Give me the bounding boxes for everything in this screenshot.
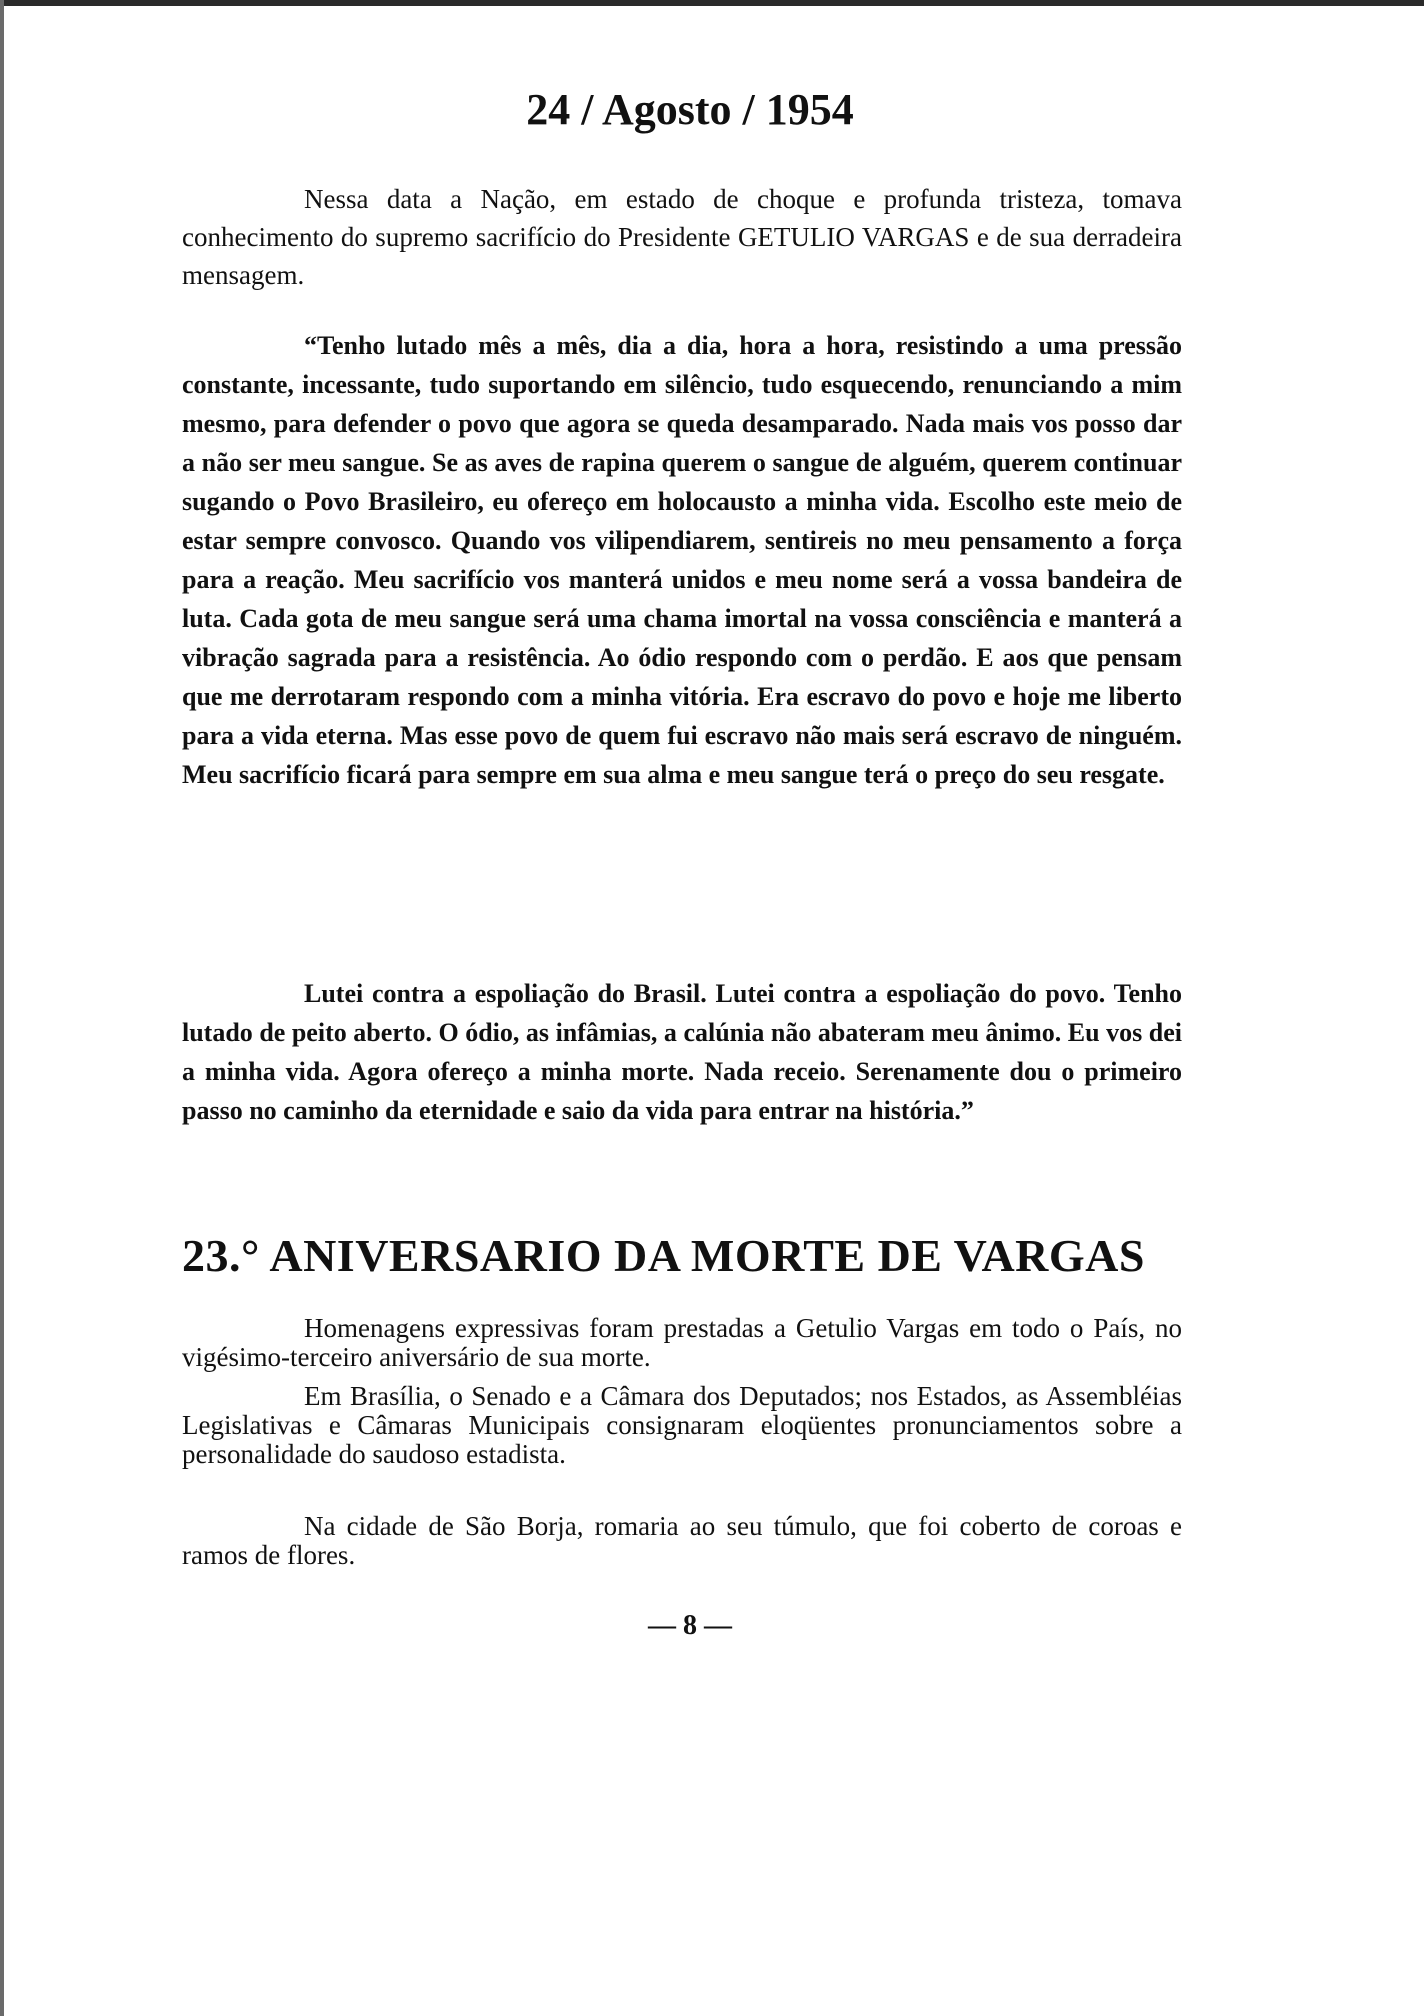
page-top-border — [0, 0, 1424, 6]
body-paragraph-3: Na cidade de São Borja, romaria ao seu túmulo, que foi coberto de coroas e ramos de flores. — [182, 1511, 1182, 1570]
quote-paragraph-1: “Tenho lutado mês a mês, dia a dia, hora a hora, resistindo a uma pressão constante, incessante, tudo suportando em silêncio, tudo esquecendo, renunciando a mim mesmo, para defender o povo que agora se queda desamparado. Nada mais vos posso dar a não ser meu sangue. Se as aves de rapina querem o sangue de alguém, querem continuar sugando o Povo Brasileiro, eu ofereço em holocausto a minha vida. Escolho este meio de estar sempre convosco. Quando vos vilipendiarem, sentireis no meu pensamento a força para a reação. Meu sacrifício vos manterá unidos e meu nome será a vossa bandeira de luta. Cada gota de meu sangue será uma chama imortal na vossa consciência e manterá a vibração sagrada para a resistência. Ao ódio respondo com o perdão. E aos que pensam que me derrotaram respondo com a minha vitória. Era escravo do povo e hoje me liberto para a vida eterna. Mas esse povo de quem fui escravo não mais será escravo de ninguém. Meu sacrifício ficará para sempre em sua alma e meu sangue terá o preço do seu resgate. — [182, 331, 1182, 789]
body-paragraph-1: Homenagens expressivas foram prestadas a Getulio Vargas em todo o País, no vigésimo-terceiro aniversário de sua morte. — [182, 1313, 1182, 1372]
page-number: — 8 — — [648, 1610, 732, 1641]
page-left-border — [0, 0, 4, 2016]
intro-paragraph: Nessa data a Nação, em estado de choque e profunda tristeza, tomava conhecimento do supremo sacrifício do Presidente GETULIO VARGAS e de sua derradeira mensagem. — [182, 184, 1182, 290]
date-heading: 24 / Agosto / 1954 — [526, 85, 854, 134]
section-heading: 23.° ANIVERSARIO DA MORTE DE VARGAS — [182, 1230, 1145, 1281]
quote-paragraph-2: Lutei contra a espoliação do Brasil. Lutei contra a espoliação do povo. Tenho lutado de peito aberto. O ódio, as infâmias, a calúnia não abateram meu ânimo. Eu vos dei a minha vida. Agora ofereço a minha morte. Nada receio. Serenamente dou o primeiro passo no caminho da eternidade e saio da vida para entrar na história.” — [182, 979, 1182, 1125]
body-paragraph-2: Em Brasília, o Senado e a Câmara dos Deputados; nos Estados, as Assembléias Legislativas e Câmaras Municipais consignaram eloqüentes pronunciamentos sobre a personalidade do saudoso estadista. — [182, 1381, 1182, 1469]
